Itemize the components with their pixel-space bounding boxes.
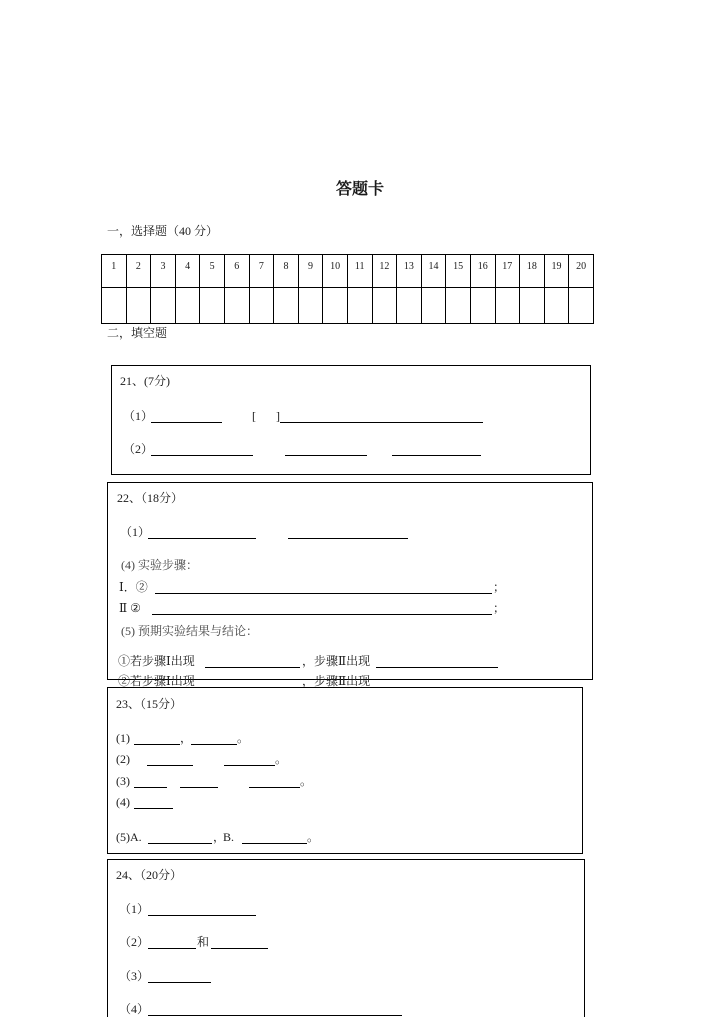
answer-blank <box>155 580 492 594</box>
answer-blank <box>224 752 275 766</box>
question-number: 3 <box>151 255 176 288</box>
question-number: 8 <box>274 255 299 288</box>
question-number: 7 <box>249 255 274 288</box>
answer-cell <box>323 288 348 324</box>
question-21-label: 21、(7分) <box>120 374 170 388</box>
question-number: 14 <box>421 255 446 288</box>
answer-cell <box>569 288 594 324</box>
q22-step2-label: Ⅱ ② <box>119 601 141 615</box>
answer-blank <box>151 442 253 456</box>
question-number-row <box>102 255 594 288</box>
answer-blank <box>392 442 481 456</box>
question-number: 6 <box>224 255 249 288</box>
q22-part1-label: （1） <box>120 525 151 539</box>
answer-blank <box>288 525 408 539</box>
question-21-box <box>111 365 591 475</box>
answer-blank <box>148 525 256 539</box>
answer-blank <box>191 731 237 745</box>
answer-blank <box>205 674 300 688</box>
q22-result2-prefix: ②若步骤Ⅰ出现 <box>118 674 195 688</box>
question-number: 13 <box>397 255 422 288</box>
answer-blank <box>249 774 300 788</box>
answer-blank <box>147 752 193 766</box>
q22-part5-label: (5) 预期实验结果与结论： <box>121 624 258 638</box>
q22-result2-middle: ，步骤Ⅱ出现 <box>302 674 371 688</box>
q22-step1-end: ； <box>493 580 506 594</box>
q23-part3-label: (3) <box>116 774 130 788</box>
choice-answer-table <box>101 254 594 324</box>
answer-blank <box>134 731 180 745</box>
q22-step2-end: ； <box>493 601 506 615</box>
answer-blank <box>205 654 300 668</box>
answer-cell <box>249 288 274 324</box>
question-number: 1 <box>102 255 127 288</box>
q23-part1-end: 。 <box>237 731 250 745</box>
q21-part2-label: （2） <box>123 442 154 456</box>
question-number: 16 <box>470 255 495 288</box>
q24-part2-label: （2） <box>119 935 150 949</box>
answer-blank <box>280 409 483 423</box>
answer-blank <box>376 654 498 668</box>
q22-step1-label: Ⅰ．② <box>119 580 148 594</box>
answer-cell <box>397 288 422 324</box>
q22-result1-middle: ，步骤Ⅱ出现 <box>302 654 371 668</box>
q23-part5-b-label: B. <box>223 830 235 844</box>
q23-part2-end: 。 <box>275 752 288 766</box>
fill-section-heading: 二，填空题 <box>107 326 168 340</box>
question-22-label: 22、（18分） <box>117 491 184 505</box>
answer-cell <box>544 288 569 324</box>
question-23-label: 23、（15分） <box>116 697 183 711</box>
answer-cell <box>495 288 520 324</box>
answer-blank <box>148 830 212 844</box>
answer-blank <box>242 830 307 844</box>
question-number: 12 <box>372 255 397 288</box>
question-number: 4 <box>175 255 200 288</box>
q23-part2-label: (2) <box>116 752 130 766</box>
answer-blank <box>148 902 256 916</box>
question-24-box <box>107 859 585 1017</box>
answer-blank <box>148 969 211 983</box>
choice-section-heading: 一，选择题（40 分） <box>107 224 219 238</box>
question-number: 20 <box>569 255 594 288</box>
answer-blank <box>148 935 196 949</box>
q22-result1-prefix: ①若步骤Ⅰ出现 <box>118 654 195 668</box>
question-number: 19 <box>544 255 569 288</box>
answer-cell <box>298 288 323 324</box>
answer-blank <box>134 795 173 809</box>
answer-blank <box>134 774 167 788</box>
q24-part4-label: （4） <box>119 1002 150 1016</box>
q21-part1-label: （1） <box>123 409 154 423</box>
answer-blank <box>148 1002 402 1016</box>
answer-cell <box>224 288 249 324</box>
question-number: 5 <box>200 255 225 288</box>
answer-cell <box>470 288 495 324</box>
answer-blank <box>180 774 218 788</box>
answer-cell <box>446 288 471 324</box>
q24-part3-label: （3） <box>119 969 150 983</box>
page-title: 答题卡 <box>335 181 384 198</box>
q21-bracket-open: [ <box>252 409 256 423</box>
answer-cell <box>175 288 200 324</box>
answer-cell <box>274 288 299 324</box>
q24-part1-label: （1） <box>119 902 150 916</box>
q23-part5-end: 。 <box>307 830 320 844</box>
answer-blank <box>151 409 222 423</box>
q23-part5-label: (5)A. <box>116 830 142 844</box>
q22-part4-label: (4) 实验步骤： <box>121 558 198 572</box>
answer-cell <box>102 288 127 324</box>
q23-part5-separator: ， <box>213 830 226 844</box>
answer-cell <box>421 288 446 324</box>
answer-cell <box>151 288 176 324</box>
q24-part2-connector: 和 <box>197 935 210 949</box>
answer-cell <box>520 288 545 324</box>
answer-blank <box>211 935 268 949</box>
question-number: 2 <box>126 255 151 288</box>
question-number: 11 <box>347 255 372 288</box>
answer-cell <box>372 288 397 324</box>
answer-cell <box>126 288 151 324</box>
q23-part4-label: (4) <box>116 795 130 809</box>
question-number: 17 <box>495 255 520 288</box>
question-24-label: 24、（20分） <box>116 868 183 882</box>
answer-blank <box>285 442 367 456</box>
question-number: 15 <box>446 255 471 288</box>
answer-blank <box>152 601 492 615</box>
question-number: 18 <box>520 255 545 288</box>
answer-row <box>102 288 594 324</box>
q23-part1-label: (1) <box>116 731 130 745</box>
question-22-box <box>107 482 593 688</box>
question-number: 10 <box>323 255 348 288</box>
q23-part3-end: 。 <box>300 774 313 788</box>
question-23-box <box>107 687 583 854</box>
answer-cell <box>200 288 225 324</box>
question-number: 9 <box>298 255 323 288</box>
q23-part1-separator: ， <box>180 731 193 745</box>
q21-bracket-close: ] <box>276 409 280 423</box>
answer-cell <box>347 288 372 324</box>
